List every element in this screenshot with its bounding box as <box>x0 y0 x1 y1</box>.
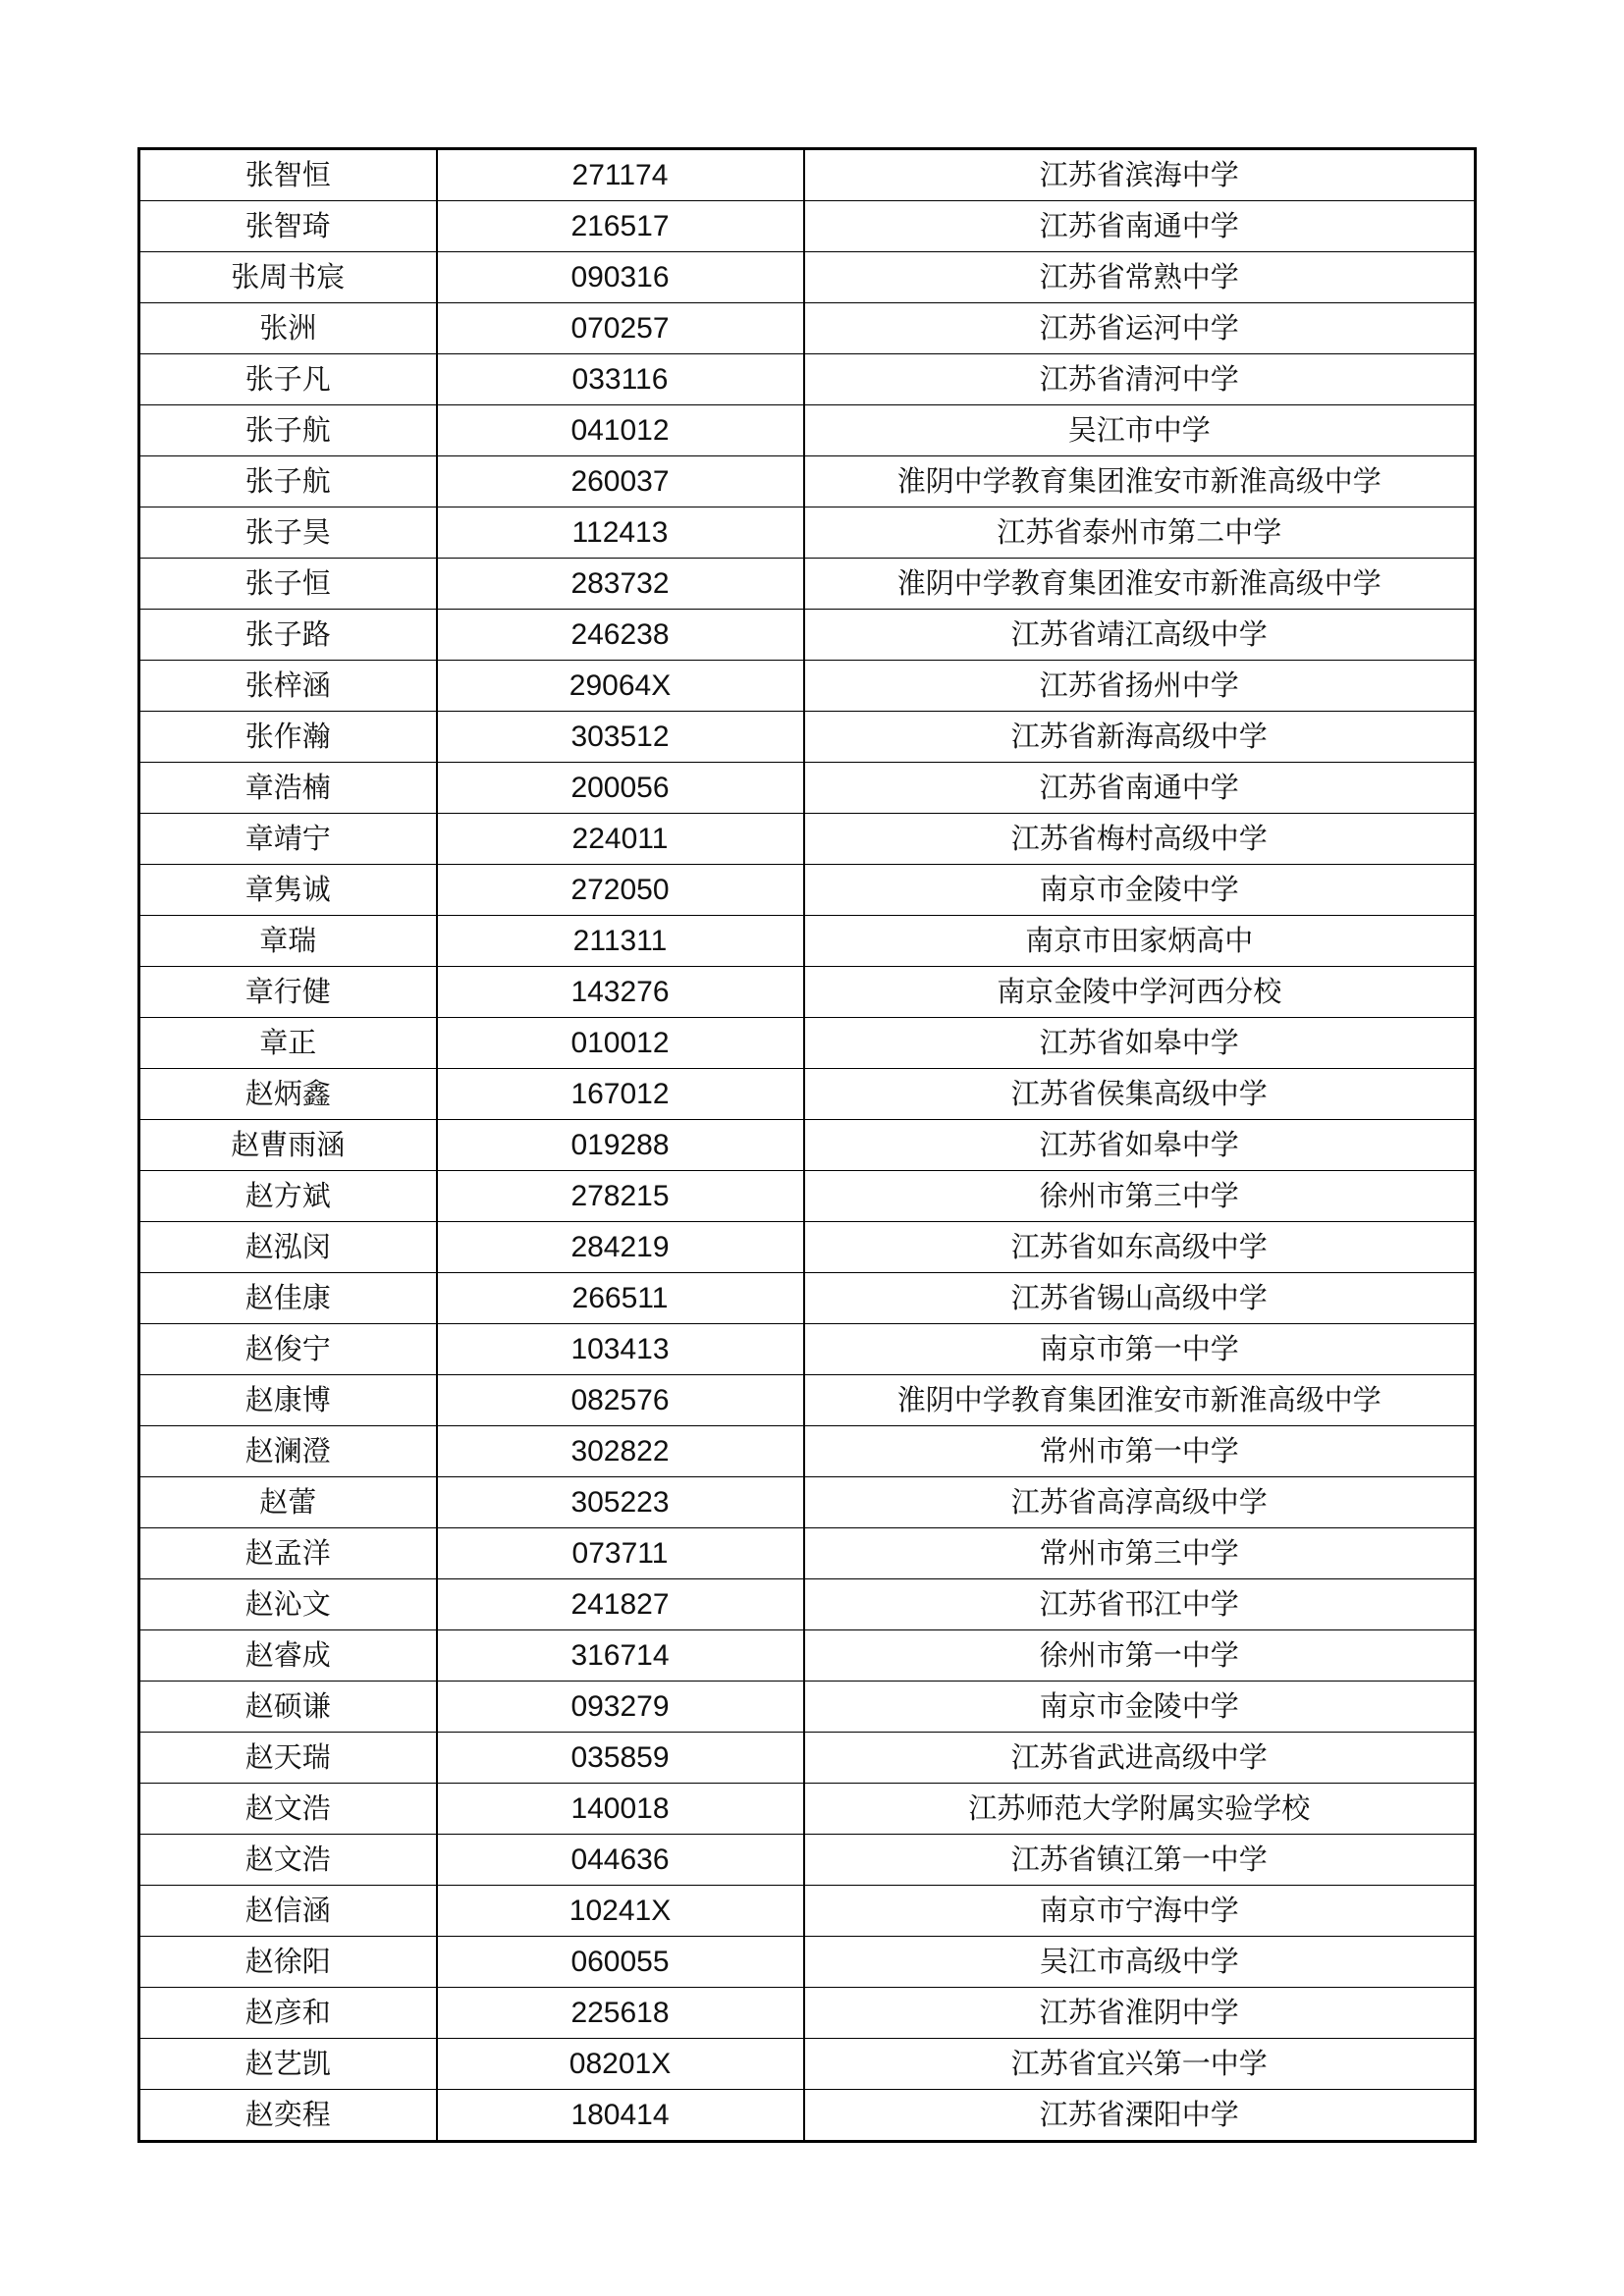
student-name-cell: 章瑞 <box>139 916 437 967</box>
student-name-cell: 张洲 <box>139 303 437 354</box>
student-name-cell: 张智恒 <box>139 149 437 201</box>
student-name-cell: 章行健 <box>139 967 437 1018</box>
student-name-cell: 赵澜澄 <box>139 1426 437 1477</box>
student-id-cell: 010012 <box>437 1018 804 1069</box>
student-id-cell: 044636 <box>437 1835 804 1886</box>
student-id-cell: 272050 <box>437 865 804 916</box>
table-row <box>139 1886 1476 1937</box>
table-row <box>139 1324 1476 1375</box>
student-id-cell: 303512 <box>437 712 804 763</box>
student-name-cell: 章隽诚 <box>139 865 437 916</box>
student-id-cell: 284219 <box>437 1222 804 1273</box>
table-row <box>139 967 1476 1018</box>
school-name-cell: 常州市第一中学 <box>804 1426 1476 1477</box>
table-row <box>139 559 1476 610</box>
student-name-cell: 赵硕谦 <box>139 1682 437 1733</box>
school-name-cell: 南京金陵中学河西分校 <box>804 967 1476 1018</box>
school-name-cell: 江苏省运河中学 <box>804 303 1476 354</box>
student-id-cell: 271174 <box>437 149 804 201</box>
student-id-cell: 266511 <box>437 1273 804 1324</box>
student-id-cell: 224011 <box>437 814 804 865</box>
school-name-cell: 江苏省泰州市第二中学 <box>804 507 1476 559</box>
table-row <box>139 712 1476 763</box>
table-row <box>139 2039 1476 2090</box>
school-name-cell: 江苏省清河中学 <box>804 354 1476 405</box>
table-row <box>139 507 1476 559</box>
student-name-cell: 赵沁文 <box>139 1579 437 1630</box>
student-id-cell: 143276 <box>437 967 804 1018</box>
student-id-cell: 019288 <box>437 1120 804 1171</box>
student-name-cell: 张子航 <box>139 456 437 507</box>
school-name-cell: 江苏省滨海中学 <box>804 149 1476 201</box>
table-row <box>139 865 1476 916</box>
student-name-cell: 赵彦和 <box>139 1988 437 2039</box>
student-id-cell: 070257 <box>437 303 804 354</box>
school-name-cell: 江苏省新海高级中学 <box>804 712 1476 763</box>
school-name-cell: 江苏省靖江高级中学 <box>804 610 1476 661</box>
school-name-cell: 江苏省如皋中学 <box>804 1018 1476 1069</box>
table-row <box>139 1273 1476 1324</box>
table-row <box>139 405 1476 456</box>
school-name-cell: 徐州市第一中学 <box>804 1630 1476 1682</box>
student-name-cell: 章正 <box>139 1018 437 1069</box>
student-id-cell: 08201X <box>437 2039 804 2090</box>
school-name-cell: 江苏省镇江第一中学 <box>804 1835 1476 1886</box>
student-name-cell: 赵俊宁 <box>139 1324 437 1375</box>
table-row <box>139 1682 1476 1733</box>
student-name-cell: 赵天瑞 <box>139 1733 437 1784</box>
school-name-cell: 常州市第三中学 <box>804 1528 1476 1579</box>
table-row <box>139 814 1476 865</box>
roster-body <box>139 149 1476 2142</box>
table-row <box>139 1018 1476 1069</box>
student-name-cell: 赵康博 <box>139 1375 437 1426</box>
school-name-cell: 吴江市高级中学 <box>804 1937 1476 1988</box>
student-id-cell: 112413 <box>437 507 804 559</box>
table-row <box>139 1120 1476 1171</box>
student-id-cell: 090316 <box>437 252 804 303</box>
student-name-cell: 赵奕程 <box>139 2090 437 2142</box>
table-row <box>139 1579 1476 1630</box>
school-name-cell: 江苏省如东高级中学 <box>804 1222 1476 1273</box>
student-id-cell: 060055 <box>437 1937 804 1988</box>
student-id-cell: 29064X <box>437 661 804 712</box>
table-row <box>139 1835 1476 1886</box>
student-id-cell: 241827 <box>437 1579 804 1630</box>
table-row <box>139 456 1476 507</box>
student-id-cell: 041012 <box>437 405 804 456</box>
table-row <box>139 1171 1476 1222</box>
student-name-cell: 张智琦 <box>139 201 437 252</box>
school-name-cell: 江苏省扬州中学 <box>804 661 1476 712</box>
table-row <box>139 1784 1476 1835</box>
student-name-cell: 赵文浩 <box>139 1835 437 1886</box>
school-name-cell: 吴江市中学 <box>804 405 1476 456</box>
student-name-cell: 张子路 <box>139 610 437 661</box>
student-id-cell: 302822 <box>437 1426 804 1477</box>
table-row <box>139 149 1476 201</box>
school-name-cell: 江苏省溧阳中学 <box>804 2090 1476 2142</box>
student-name-cell: 赵睿成 <box>139 1630 437 1682</box>
school-name-cell: 江苏省如皋中学 <box>804 1120 1476 1171</box>
school-name-cell: 江苏省常熟中学 <box>804 252 1476 303</box>
table-row <box>139 303 1476 354</box>
student-id-cell: 093279 <box>437 1682 804 1733</box>
student-id-cell: 167012 <box>437 1069 804 1120</box>
table-row <box>139 201 1476 252</box>
student-name-cell: 张子恒 <box>139 559 437 610</box>
school-name-cell: 江苏省梅村高级中学 <box>804 814 1476 865</box>
school-name-cell: 南京市金陵中学 <box>804 1682 1476 1733</box>
student-id-cell: 305223 <box>437 1477 804 1528</box>
table-row <box>139 1375 1476 1426</box>
student-id-cell: 033116 <box>437 354 804 405</box>
table-row <box>139 354 1476 405</box>
table-row <box>139 2090 1476 2142</box>
table-row <box>139 1988 1476 2039</box>
student-name-cell: 赵徐阳 <box>139 1937 437 1988</box>
student-name-cell: 章靖宁 <box>139 814 437 865</box>
table-row <box>139 1069 1476 1120</box>
school-name-cell: 江苏省邗江中学 <box>804 1579 1476 1630</box>
student-name-cell: 张作瀚 <box>139 712 437 763</box>
student-id-cell: 103413 <box>437 1324 804 1375</box>
student-id-cell: 073711 <box>437 1528 804 1579</box>
student-id-cell: 211311 <box>437 916 804 967</box>
student-id-cell: 216517 <box>437 201 804 252</box>
table-row <box>139 661 1476 712</box>
student-name-cell: 张子凡 <box>139 354 437 405</box>
school-name-cell: 江苏省高淳高级中学 <box>804 1477 1476 1528</box>
student-name-cell: 张周书宸 <box>139 252 437 303</box>
school-name-cell: 江苏师范大学附属实验学校 <box>804 1784 1476 1835</box>
school-name-cell: 南京市宁海中学 <box>804 1886 1476 1937</box>
student-id-cell: 283732 <box>437 559 804 610</box>
school-name-cell: 江苏省武进高级中学 <box>804 1733 1476 1784</box>
school-name-cell: 江苏省南通中学 <box>804 763 1476 814</box>
school-name-cell: 江苏省侯集高级中学 <box>804 1069 1476 1120</box>
table-row <box>139 1477 1476 1528</box>
school-name-cell: 淮阴中学教育集团淮安市新淮高级中学 <box>804 1375 1476 1426</box>
table-row <box>139 1528 1476 1579</box>
student-name-cell: 赵艺凯 <box>139 2039 437 2090</box>
student-name-cell: 赵信涵 <box>139 1886 437 1937</box>
table-row <box>139 1426 1476 1477</box>
student-id-cell: 10241X <box>437 1886 804 1937</box>
student-id-cell: 035859 <box>437 1733 804 1784</box>
student-name-cell: 赵曹雨涵 <box>139 1120 437 1171</box>
table-row <box>139 252 1476 303</box>
student-name-cell: 赵方斌 <box>139 1171 437 1222</box>
table-row <box>139 763 1476 814</box>
school-name-cell: 淮阴中学教育集团淮安市新淮高级中学 <box>804 456 1476 507</box>
table-row <box>139 1733 1476 1784</box>
student-id-cell: 316714 <box>437 1630 804 1682</box>
student-name-cell: 张梓涵 <box>139 661 437 712</box>
student-name-cell: 张子航 <box>139 405 437 456</box>
student-id-cell: 140018 <box>437 1784 804 1835</box>
school-name-cell: 江苏省淮阴中学 <box>804 1988 1476 2039</box>
table-row <box>139 1937 1476 1988</box>
student-id-cell: 180414 <box>437 2090 804 2142</box>
school-name-cell: 南京市田家炳高中 <box>804 916 1476 967</box>
table-row <box>139 610 1476 661</box>
student-id-cell: 278215 <box>437 1171 804 1222</box>
school-name-cell: 江苏省宜兴第一中学 <box>804 2039 1476 2090</box>
school-name-cell: 江苏省南通中学 <box>804 201 1476 252</box>
student-id-cell: 082576 <box>437 1375 804 1426</box>
school-name-cell: 南京市金陵中学 <box>804 865 1476 916</box>
table-row <box>139 1222 1476 1273</box>
student-name-cell: 赵佳康 <box>139 1273 437 1324</box>
student-name-cell: 赵泓闵 <box>139 1222 437 1273</box>
student-id-cell: 200056 <box>437 763 804 814</box>
student-name-cell: 赵蕾 <box>139 1477 437 1528</box>
student-name-cell: 赵孟洋 <box>139 1528 437 1579</box>
student-name-cell: 章浩楠 <box>139 763 437 814</box>
student-id-cell: 225618 <box>437 1988 804 2039</box>
school-name-cell: 南京市第一中学 <box>804 1324 1476 1375</box>
student-id-cell: 246238 <box>437 610 804 661</box>
school-name-cell: 徐州市第三中学 <box>804 1171 1476 1222</box>
student-id-cell: 260037 <box>437 456 804 507</box>
student-name-cell: 赵炳鑫 <box>139 1069 437 1120</box>
table-row <box>139 1630 1476 1682</box>
roster-table <box>137 147 1477 2143</box>
student-name-cell: 赵文浩 <box>139 1784 437 1835</box>
student-name-cell: 张子昊 <box>139 507 437 559</box>
table-row <box>139 916 1476 967</box>
school-name-cell: 淮阴中学教育集团淮安市新淮高级中学 <box>804 559 1476 610</box>
school-name-cell: 江苏省锡山高级中学 <box>804 1273 1476 1324</box>
